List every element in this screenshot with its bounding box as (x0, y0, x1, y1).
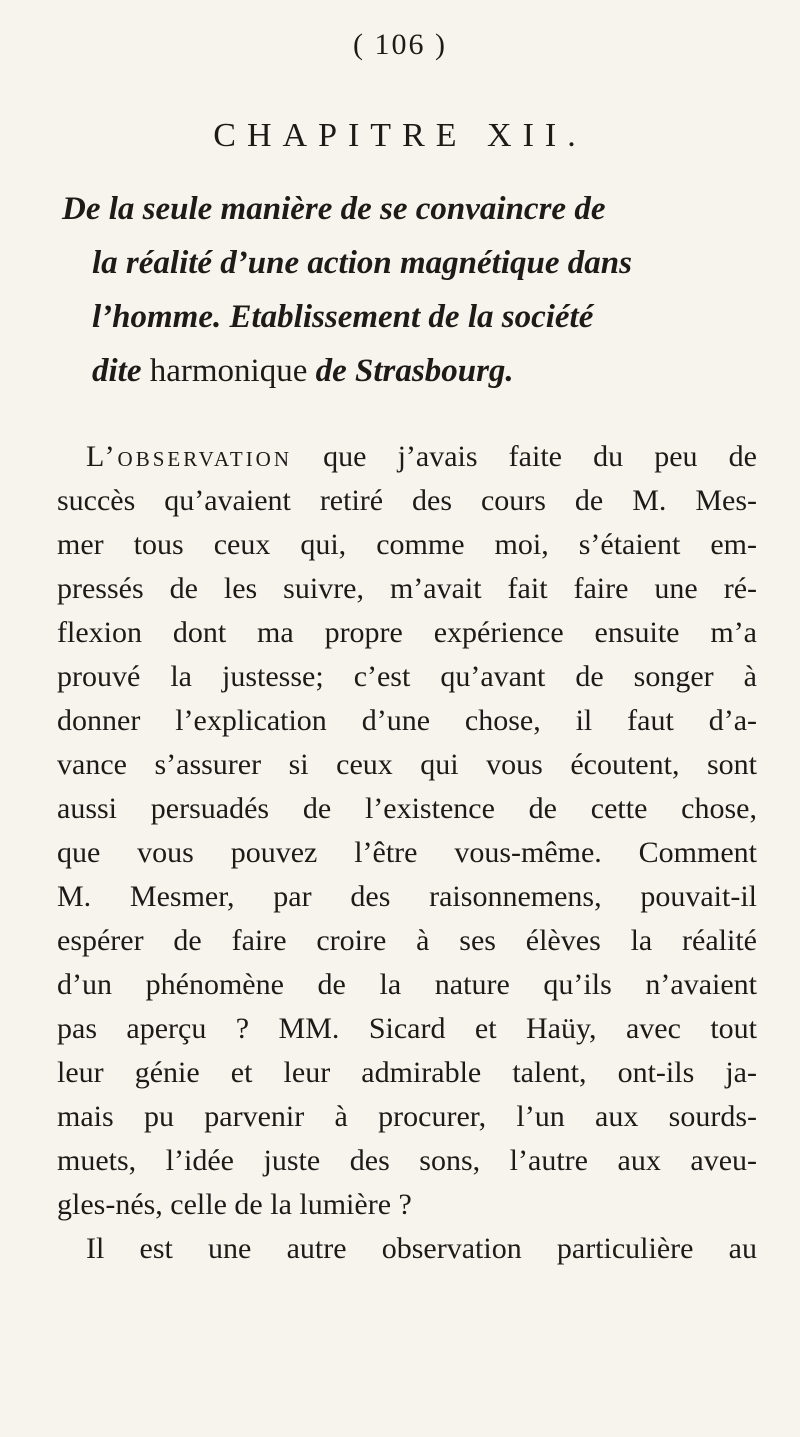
chapter-heading: CHAPITRE XII. (213, 117, 587, 154)
title-italic-strasbourg: de Strasbourg. (315, 353, 514, 389)
body-line: espérer de faire croire à ses élèves la réalité (57, 924, 757, 957)
chapter-title-line-3: l’homme. Etablissement de la société (92, 299, 594, 335)
body-line: vance s’assurer si ceux qui vous écoutent, sont (57, 748, 757, 781)
body-line: muets, l’idée juste des sons, l’autre aux aveu- (57, 1144, 757, 1177)
body-line: mer tous ceux qui, comme moi, s’étaient em- (57, 528, 757, 561)
body-line: donner l’explication d’une chose, il faut d’a- (57, 704, 757, 737)
body-line: flexion dont ma propre expérience ensuite m’a (57, 616, 757, 649)
chapter-title (62, 182, 762, 398)
title-roman-harmonique: harmonique (141, 353, 316, 389)
body-line-1-rest: que j’avais faite du peu de (292, 440, 757, 473)
body-line: leur génie et leur admirable talent, ont-ils ja- (57, 1056, 757, 1089)
body-line: prouvé la justesse; c’est qu’avant de songer à (57, 660, 757, 693)
body-line: que vous pouvez l’être vous-même. Comment (57, 836, 757, 869)
title-italic-dite: dite (92, 353, 142, 389)
body-text (57, 435, 757, 1271)
body-line: gles-nés, celle de la lumière ? (57, 1188, 412, 1221)
body-line-1 (57, 435, 757, 479)
body-line: pas aperçu ? MM. Sicard et Haüy, avec tout (57, 1012, 757, 1045)
chapter-title-line-1: De la seule manière de se convaincre de (62, 191, 606, 227)
body-line: succès qu’avaient retiré des cours de M. Mes- (57, 484, 757, 517)
body-line: pressés de les suivre, m’avait fait faire une ré- (57, 572, 757, 605)
body-line: mais pu parvenir à procurer, l’un aux sourds- (57, 1100, 757, 1133)
opening-word: L’observation (86, 440, 293, 473)
body-line-last: Il est une autre observation particulière au (86, 1232, 757, 1265)
page-number: ( 106 ) (353, 28, 447, 61)
body-line: d’un phénomène de la nature qu’ils n’avaient (57, 968, 757, 1001)
body-line: aussi persuadés de l’existence de cette chose, (57, 792, 757, 825)
chapter-title-line-2: la réalité d’une action magnétique dans (92, 245, 632, 281)
chapter-title-line-4 (62, 344, 762, 398)
body-line: M. Mesmer, par des raisonnemens, pouvait-il (57, 880, 757, 913)
